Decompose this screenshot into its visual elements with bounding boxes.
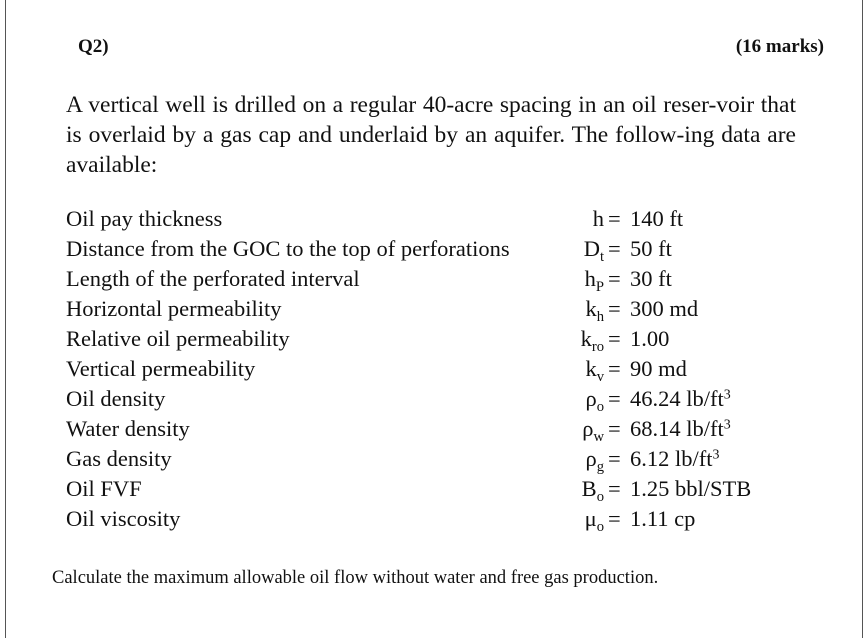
data-row xyxy=(66,414,826,444)
data-symbol xyxy=(593,204,604,234)
marks-label: (16 marks) xyxy=(735,36,824,57)
symbol-main: D xyxy=(583,236,600,261)
data-row xyxy=(66,294,826,324)
data-row xyxy=(66,504,826,534)
data-symbol xyxy=(582,414,604,444)
value-text: 1.00 xyxy=(630,326,670,351)
data-symbol xyxy=(585,264,604,294)
value-text: 140 ft xyxy=(630,206,684,231)
data-row xyxy=(66,474,826,504)
value-superscript: 3 xyxy=(723,387,731,403)
value-text: 1.25 bbl/STB xyxy=(630,476,752,501)
data-value xyxy=(630,204,683,234)
data-symbol xyxy=(582,474,604,504)
symbol-subscript: P xyxy=(595,279,604,296)
data-row xyxy=(66,234,826,264)
equals-sign: = xyxy=(608,446,621,471)
value-text: 50 ft xyxy=(630,236,672,261)
data-value xyxy=(630,294,698,324)
question-number: Q2) xyxy=(78,36,109,57)
data-symbol xyxy=(585,294,604,324)
symbol-subscript: o xyxy=(596,519,604,536)
symbol-subscript: g xyxy=(596,459,604,476)
data-symbol xyxy=(585,504,604,534)
symbol-subscript: h xyxy=(596,309,604,326)
symbol-main: ρ xyxy=(582,416,594,441)
data-symbol xyxy=(584,234,604,264)
symbol-main: B xyxy=(581,476,597,501)
value-text: 68.14 lb/ft xyxy=(630,416,724,441)
task-statement: Calculate the maximum allowable oil flow without water and free gas production. xyxy=(52,568,659,588)
equals-sign: = xyxy=(608,476,621,501)
data-label: Length of the perforated interval xyxy=(66,266,360,291)
data-symbol xyxy=(581,324,604,354)
data-value xyxy=(630,474,751,504)
data-row xyxy=(66,354,826,384)
symbol-main: μ xyxy=(584,506,597,531)
data-label: Relative oil permeability xyxy=(66,326,290,351)
data-value xyxy=(630,504,695,534)
data-label: Gas density xyxy=(66,446,172,471)
symbol-main: k xyxy=(580,326,592,351)
equals-sign: = xyxy=(608,296,621,321)
value-text: 46.24 lb/ft xyxy=(630,386,724,411)
question-intro: A vertical well is drilled on a regular 40-acre spacing in an oil reser-voir that is overlaid by a gas cap and underlaid by an aquifer. The follow-ing data are available: xyxy=(66,92,796,178)
data-symbol xyxy=(585,354,604,384)
data-label: Horizontal permeability xyxy=(66,296,282,321)
symbol-subscript: w xyxy=(593,429,604,446)
data-row xyxy=(66,204,826,234)
data-label: Distance from the GOC to the top of perforations xyxy=(66,236,510,261)
symbol-main: ρ xyxy=(585,386,597,411)
equals-sign: = xyxy=(608,236,621,261)
data-label: Oil density xyxy=(66,386,166,411)
symbol-main: ρ xyxy=(585,446,597,471)
value-superscript: 3 xyxy=(712,447,720,463)
symbol-subscript: ro xyxy=(591,339,604,356)
data-value xyxy=(630,264,672,294)
symbol-main: k xyxy=(585,296,597,321)
symbol-main: h xyxy=(584,266,596,291)
data-value xyxy=(630,444,719,474)
data-value xyxy=(630,384,731,414)
data-table xyxy=(66,204,826,534)
data-label: Vertical permeability xyxy=(66,356,256,381)
data-symbol xyxy=(585,444,604,474)
equals-sign: = xyxy=(608,356,621,381)
data-symbol xyxy=(585,384,604,414)
data-row xyxy=(66,264,826,294)
data-row xyxy=(66,444,826,474)
data-value xyxy=(630,414,731,444)
equals-sign: = xyxy=(608,506,621,531)
symbol-main: h xyxy=(592,206,604,231)
equals-sign: = xyxy=(608,206,621,231)
data-label: Oil FVF xyxy=(66,476,142,501)
value-text: 6.12 lb/ft xyxy=(630,446,713,471)
data-value xyxy=(630,234,672,264)
data-value xyxy=(630,354,687,384)
value-text: 90 md xyxy=(630,356,687,381)
value-text: 300 md xyxy=(630,296,699,321)
symbol-main: k xyxy=(585,356,597,381)
equals-sign: = xyxy=(608,326,621,351)
data-value xyxy=(630,324,669,354)
data-row xyxy=(66,324,826,354)
data-label: Water density xyxy=(66,416,190,441)
equals-sign: = xyxy=(608,416,621,441)
data-row xyxy=(66,384,826,414)
value-text: 30 ft xyxy=(630,266,672,291)
symbol-subscript: v xyxy=(596,369,604,386)
value-text: 1.11 cp xyxy=(630,506,696,531)
value-superscript: 3 xyxy=(723,417,731,433)
symbol-subscript: o xyxy=(596,489,604,506)
data-label: Oil pay thickness xyxy=(66,206,223,231)
data-label: Oil viscosity xyxy=(66,506,181,531)
symbol-subscript: t xyxy=(599,249,604,266)
equals-sign: = xyxy=(608,386,621,411)
symbol-subscript: o xyxy=(596,399,604,416)
equals-sign: = xyxy=(608,266,621,291)
